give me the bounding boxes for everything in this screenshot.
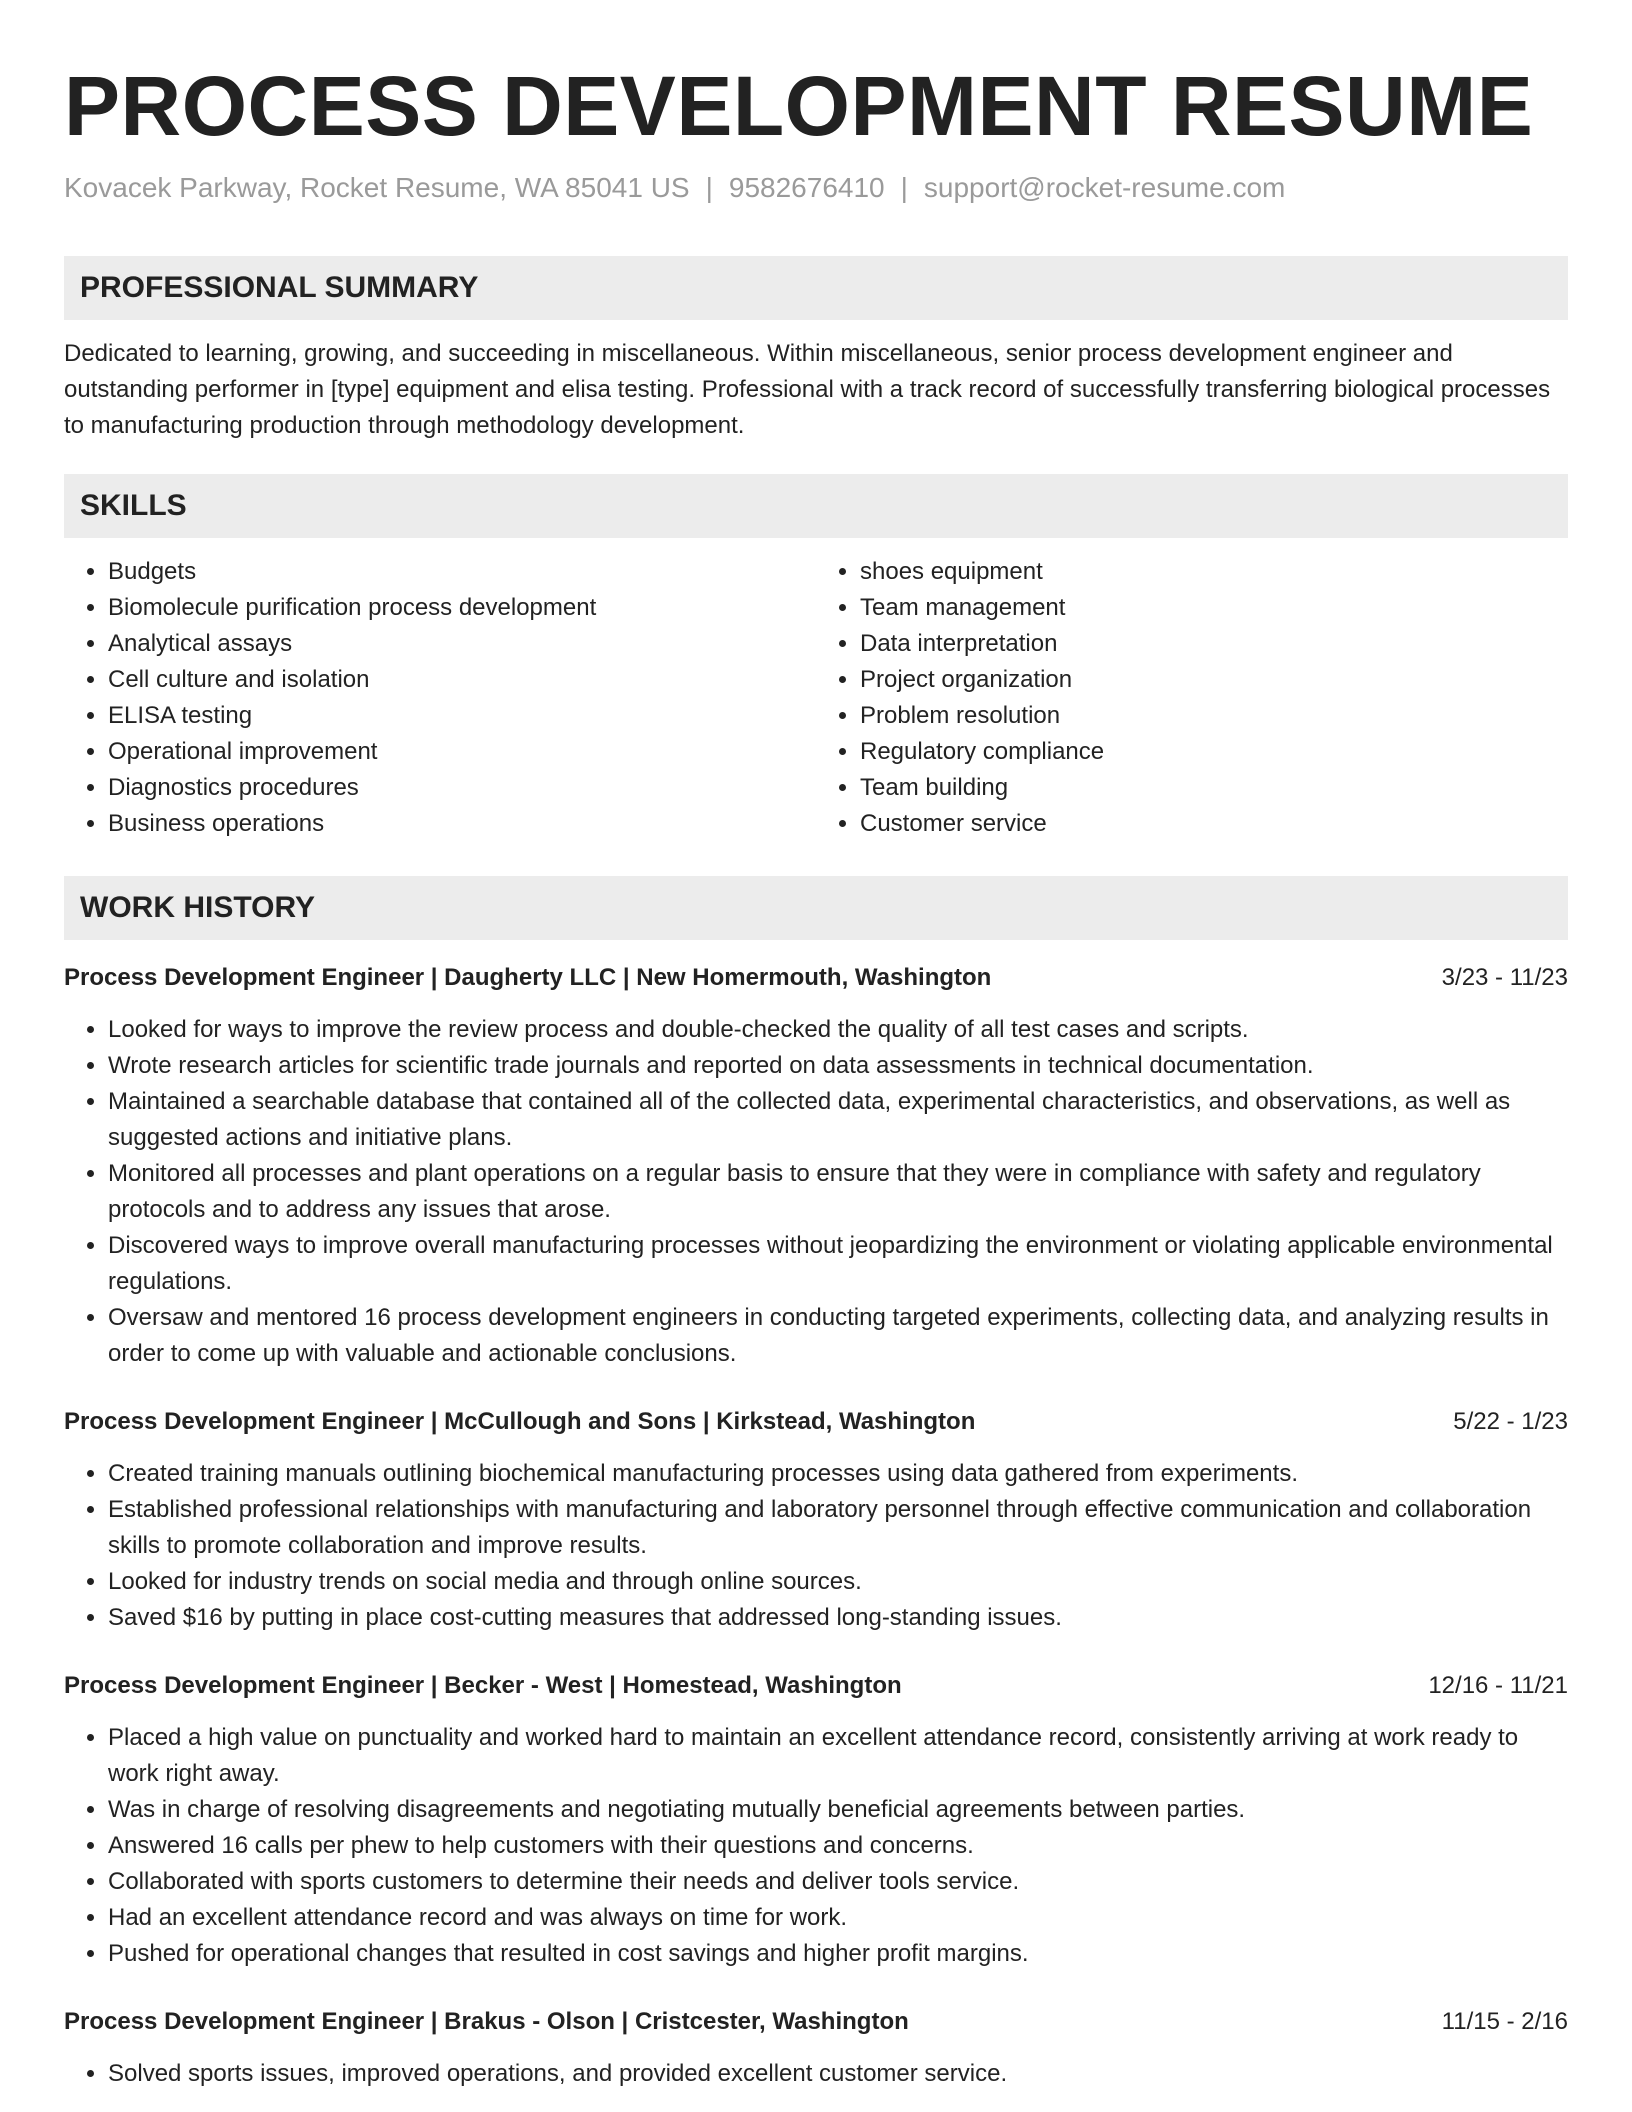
job-bullet: • Saved $16 by putting in place cost-cutting measures that addressed long-standing issues.	[108, 1600, 1568, 1636]
job-bullet: • Wrote research articles for scientific trade journals and reported on data assessments in technical documentation.	[108, 1048, 1568, 1084]
skill-item: • Team building	[860, 770, 1568, 806]
skill-item: • Diagnostics procedures	[108, 770, 816, 806]
job-title: Process Development Engineer | Becker - West | Homestead, Washington	[64, 1672, 902, 1699]
skill-item: • Biomolecule purification process development	[108, 590, 816, 626]
email-link[interactable]: support@rocket-resume.com	[923, 172, 1286, 203]
phone: 9582676410	[728, 172, 885, 203]
skill-item: • Operational improvement	[108, 734, 816, 770]
job-title: Process Development Engineer | Daugherty LLC | New Homermouth, Washington	[64, 964, 992, 991]
skills-column-right	[816, 554, 1568, 842]
job-bullets	[64, 1720, 1568, 1972]
job-entry	[64, 1668, 1568, 1972]
job-bullet: • Oversaw and mentored 16 process development engineers in conducting targeted experiments, collecting data, and analyzing results in order to come up with valuable and actionable conclusions.	[108, 1300, 1568, 1372]
skill-item: • Regulatory compliance	[860, 734, 1568, 770]
job-bullet: • Had an excellent attendance record and was always on time for work.	[108, 1900, 1568, 1936]
job-bullet: • Maintained a searchable database that contained all of the collected data, experimental characteristics, and observations, as well as suggested actions and initiative plans.	[108, 1084, 1568, 1156]
skill-item: • Cell culture and isolation	[108, 662, 816, 698]
section-heading-work-history: WORK HISTORY	[64, 876, 1568, 940]
job-bullet: • Established professional relationships with manufacturing and laboratory personnel through effective communication and collaboration skills to promote collaboration and improve results.	[108, 1492, 1568, 1564]
job-dates: 3/23 - 11/23	[1441, 964, 1568, 991]
job-entry	[64, 2004, 1568, 2092]
job-bullet: • Monitored all processes and plant operations on a regular basis to ensure that they were in compliance with safety and regulatory protocols and to address any issues that arose.	[108, 1156, 1568, 1228]
section-heading-summary: PROFESSIONAL SUMMARY	[64, 256, 1568, 320]
job-bullets	[64, 2056, 1568, 2092]
skill-item: • Business operations	[108, 806, 816, 842]
job-title: Process Development Engineer | McCullough and Sons | Kirkstead, Washington	[64, 1408, 976, 1435]
contact-line	[64, 172, 1568, 204]
summary-text: Dedicated to learning, growing, and succeeding in miscellaneous. Within miscellaneous, senior process development engineer and outstanding performer in [type] equipment and elisa testing. Professional with a track record of successfully transferring biological processes to manufacturing production through methodology development.	[64, 340, 1551, 439]
skill-item: • Analytical assays	[108, 626, 816, 662]
job-header	[64, 2004, 1568, 2040]
job-bullet: • Pushed for operational changes that resulted in cost savings and higher profit margins.	[108, 1936, 1568, 1972]
job-bullets	[64, 1456, 1568, 1636]
skill-item: • shoes equipment	[860, 554, 1568, 590]
job-bullet: • Answered 16 calls per phew to help customers with their questions and concerns.	[108, 1828, 1568, 1864]
skill-item: • Data interpretation	[860, 626, 1568, 662]
job-bullet: • Collaborated with sports customers to determine their needs and deliver tools service.	[108, 1864, 1568, 1900]
job-entry	[64, 960, 1568, 1372]
section-heading-skills: SKILLS	[64, 474, 1568, 538]
skill-item: • Problem resolution	[860, 698, 1568, 734]
job-header	[64, 1668, 1568, 1704]
job-dates: 5/22 - 1/23	[1453, 1408, 1568, 1435]
job-bullets	[64, 1012, 1568, 1372]
resume-title: PROCESS DEVELOPMENT RESUME	[64, 59, 1534, 153]
job-bullet: • Placed a high value on punctuality and worked hard to maintain an excellent attendance record, consistently arriving at work ready to work right away.	[108, 1720, 1568, 1792]
job-entry	[64, 1404, 1568, 1636]
skill-item: • Team management	[860, 590, 1568, 626]
job-dates: 12/16 - 11/21	[1428, 1672, 1568, 1699]
job-header	[64, 960, 1568, 996]
job-title: Process Development Engineer | Brakus - Olson | Cristcester, Washington	[64, 2008, 909, 2035]
job-bullet: • Was in charge of resolving disagreements and negotiating mutually beneficial agreements between parties.	[108, 1792, 1568, 1828]
skill-item: • ELISA testing	[108, 698, 816, 734]
skill-item: • Budgets	[108, 554, 816, 590]
address: Kovacek Parkway, Rocket Resume, WA 85041 US	[64, 172, 690, 203]
job-header	[64, 1404, 1568, 1440]
skill-item: • Customer service	[860, 806, 1568, 842]
skill-item: • Project organization	[860, 662, 1568, 698]
separator: |	[900, 172, 908, 203]
skills-list	[64, 554, 1568, 842]
job-bullet: • Looked for ways to improve the review process and double-checked the quality of all test cases and scripts.	[108, 1012, 1568, 1048]
job-bullet: • Discovered ways to improve overall manufacturing processes without jeopardizing the environment or violating applicable environmental regulations.	[108, 1228, 1568, 1300]
skills-column-left	[64, 554, 816, 842]
job-bullet: • Created training manuals outlining biochemical manufacturing processes using data gathered from experiments.	[108, 1456, 1568, 1492]
job-dates: 11/15 - 2/16	[1441, 2008, 1568, 2035]
separator: |	[705, 172, 713, 203]
job-bullet: • Solved sports issues, improved operations, and provided excellent customer service.	[108, 2056, 1568, 2092]
job-bullet: • Looked for industry trends on social media and through online sources.	[108, 1564, 1568, 1600]
